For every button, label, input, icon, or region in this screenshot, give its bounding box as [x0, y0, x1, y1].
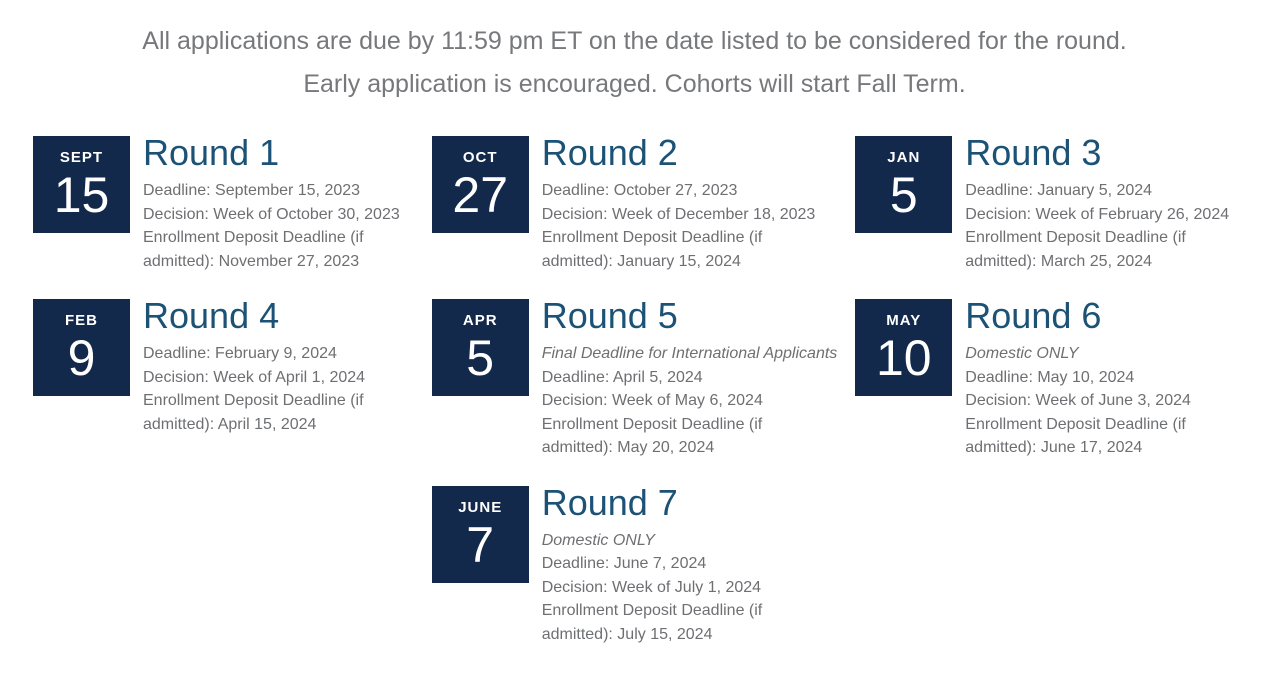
round-card-6 — [855, 295, 1236, 460]
round-info — [541, 132, 832, 273]
calendar-badge — [33, 299, 130, 396]
round-info — [541, 295, 838, 460]
round-note: Domestic ONLY — [541, 531, 655, 549]
enrollment-deposit-line: Enrollment Deposit Deadline (if admitted): July 15, 2024 — [541, 602, 763, 643]
decision-line: Decision: Week of April 1, 2024 — [143, 368, 366, 386]
badge-day: 15 — [53, 167, 110, 223]
badge-day: 27 — [452, 167, 509, 223]
deadline-line: Deadline: February 9, 2024 — [143, 345, 337, 362]
round-info — [143, 295, 414, 460]
enrollment-deposit-line: Enrollment Deposit Deadline (if admitted): November 27, 2023 — [143, 229, 364, 270]
deadline-line: Deadline: June 7, 2024 — [541, 555, 707, 572]
round-title: Round 1 — [143, 132, 280, 173]
enrollment-deposit-line: Enrollment Deposit Deadline (if admitted): June 17, 2024 — [965, 415, 1186, 456]
enrollment-deposit-line: Enrollment Deposit Deadline (if admitted): April 15, 2024 — [143, 392, 364, 433]
deadline-line: Deadline: May 10, 2024 — [965, 368, 1135, 386]
intro-line-1: All applications are due by 11:59 pm ET on the date listed to be considered for the round. — [142, 27, 1127, 55]
badge-month: SEPT — [59, 149, 104, 166]
decision-line: Decision: Week of July 1, 2024 — [541, 578, 762, 596]
deadline-line: Deadline: April 5, 2024 — [541, 368, 703, 386]
calendar-badge — [855, 136, 952, 233]
round-card-7 — [432, 481, 838, 647]
decision-line: Decision: Week of October 30, 2023 — [143, 205, 400, 223]
enrollment-deposit-line: Enrollment Deposit Deadline (if admitted): January 15, 2024 — [541, 229, 763, 270]
badge-month: APR — [462, 312, 498, 329]
badge-day: 5 — [466, 330, 495, 386]
badge-month: OCT — [462, 149, 498, 166]
round-info — [541, 481, 832, 647]
round-info — [143, 132, 414, 273]
deadline-line: Deadline: January 5, 2024 — [965, 182, 1153, 199]
enrollment-deposit-line: Enrollment Deposit Deadline (if admitted): May 20, 2024 — [541, 415, 763, 456]
calendar-badge — [432, 486, 529, 583]
round-title: Round 2 — [541, 132, 678, 173]
badge-day: 10 — [875, 330, 932, 386]
round-title: Round 3 — [965, 132, 1102, 173]
decision-line: Decision: Week of May 6, 2024 — [541, 392, 763, 409]
intro-text — [0, 0, 1269, 106]
enrollment-deposit-line: Enrollment Deposit Deadline (if admitted): March 25, 2024 — [965, 229, 1186, 270]
calendar-badge — [432, 299, 529, 396]
round-title: Round 6 — [965, 295, 1102, 336]
round-card-4 — [33, 295, 414, 460]
round-card-5 — [432, 295, 838, 460]
round-card-1 — [33, 132, 414, 273]
badge-day: 9 — [67, 330, 96, 386]
deadline-line: Deadline: October 27, 2023 — [541, 182, 738, 199]
calendar-badge — [855, 299, 952, 396]
badge-month: JAN — [887, 149, 921, 166]
round-title: Round 5 — [541, 295, 678, 336]
badge-month: JUNE — [458, 498, 503, 516]
badge-month: FEB — [65, 312, 98, 329]
round-title: Round 7 — [541, 481, 678, 523]
round-note: Final Deadline for International Applicants — [541, 345, 838, 362]
badge-month: MAY — [886, 312, 922, 329]
badge-day: 5 — [889, 167, 918, 223]
calendar-badge — [33, 136, 130, 233]
round-info — [965, 132, 1236, 273]
round-info — [965, 295, 1236, 460]
round-title: Round 4 — [143, 295, 280, 336]
rounds-grid — [0, 132, 1269, 646]
badge-day: 7 — [466, 516, 495, 573]
round-card-3 — [855, 132, 1236, 273]
deadline-line: Deadline: September 15, 2023 — [143, 182, 361, 199]
round-note: Domestic ONLY — [965, 345, 1079, 362]
round-card-2 — [432, 132, 838, 273]
intro-line-2: Early application is encouraged. Cohorts will start Fall Term. — [303, 70, 966, 98]
calendar-badge — [432, 136, 529, 233]
decision-line: Decision: Week of February 26, 2024 — [965, 205, 1230, 223]
decision-line: Decision: Week of June 3, 2024 — [965, 392, 1191, 409]
decision-line: Decision: Week of December 18, 2023 — [541, 205, 816, 223]
